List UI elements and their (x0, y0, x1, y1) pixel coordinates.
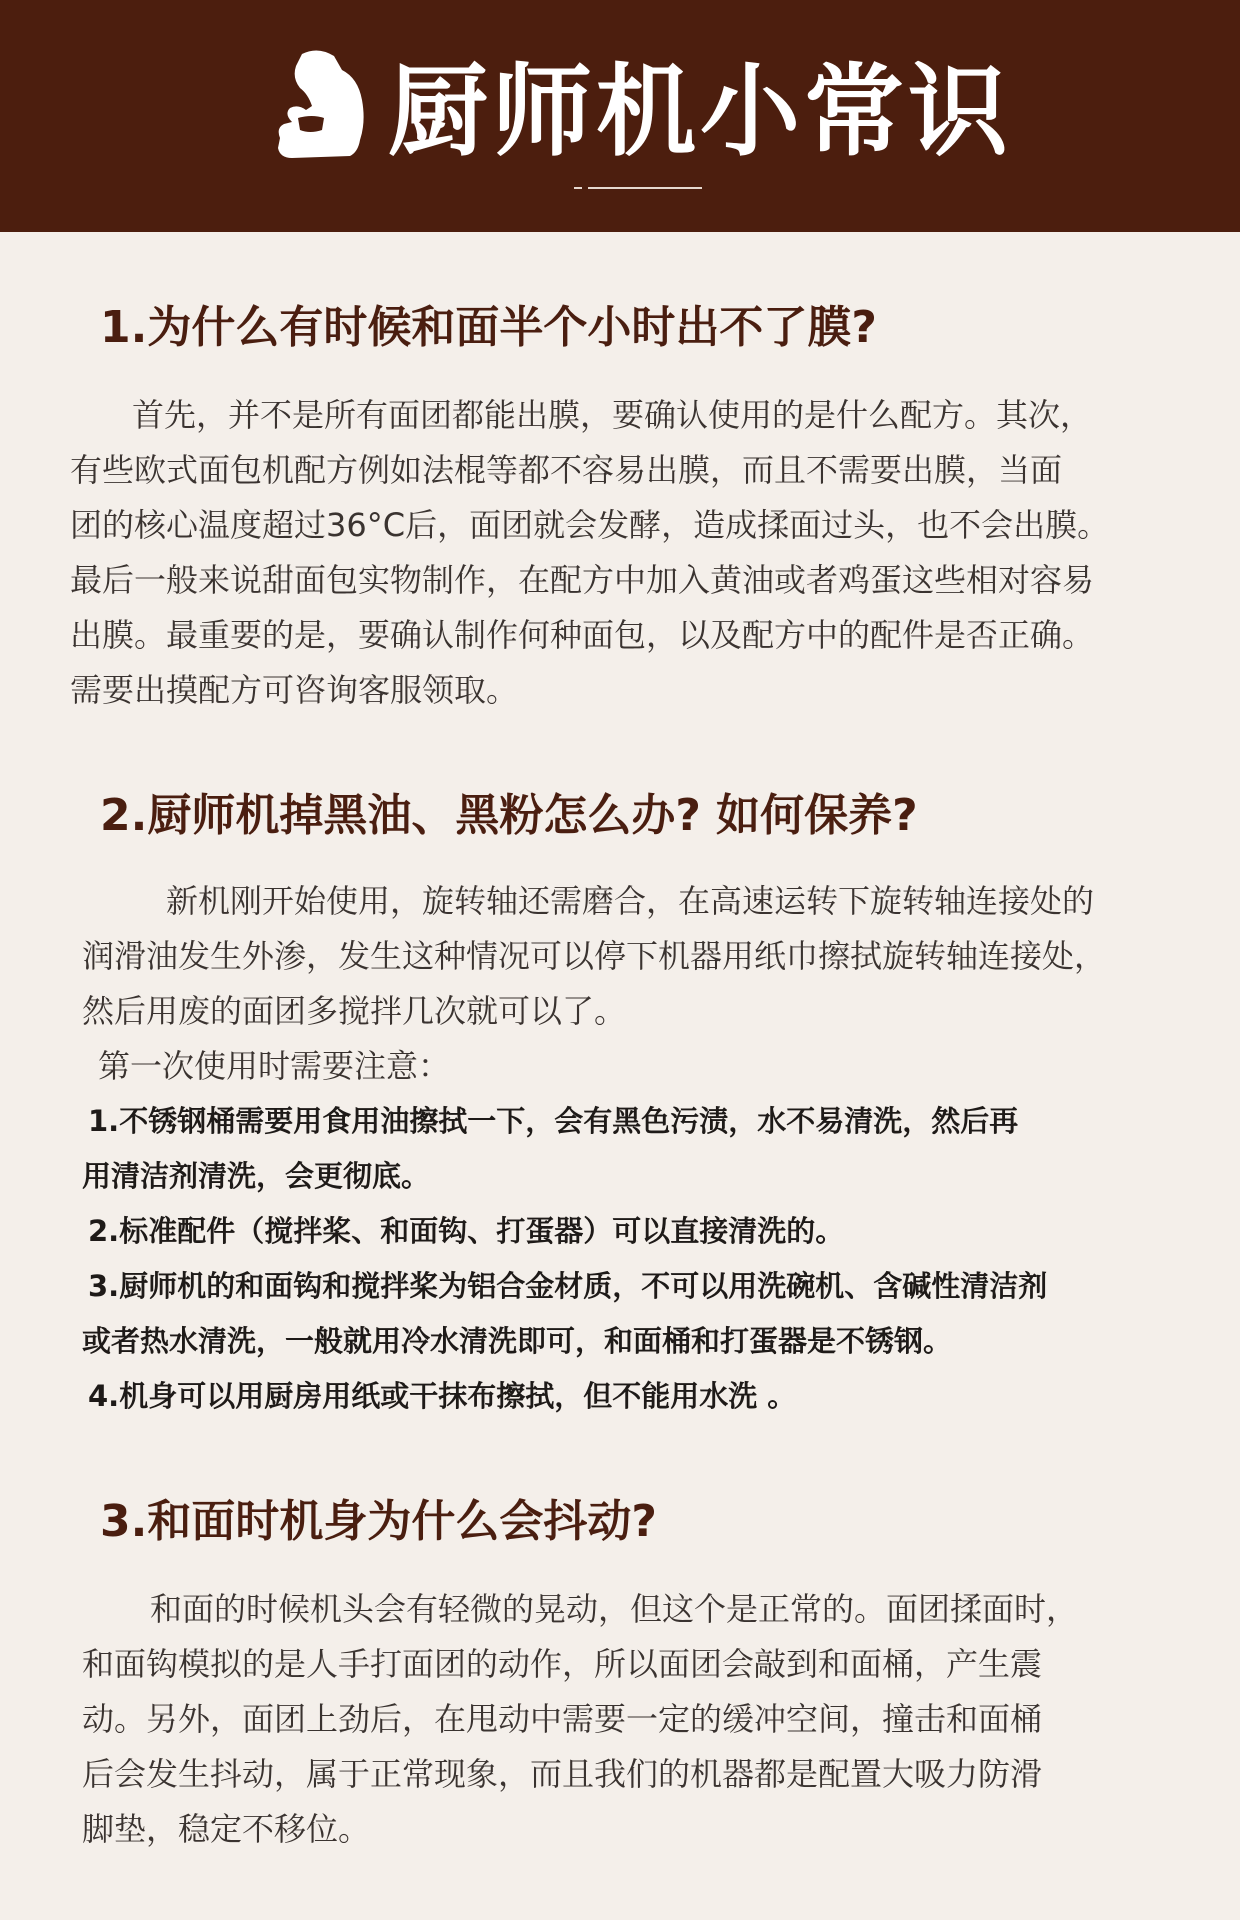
content-area (0, 232, 1240, 1920)
section-3-line: 和面的时候机头会有轻微的晃动，但这个是正常的。面团揉面时， (150, 1590, 1079, 1628)
section-1-line: 有些欧式面包机配方例如法棍等都不容易出膜，而且不需要出膜，当面 (70, 451, 1063, 489)
note-item: 2.标准配件（搅拌桨、和面钩、打蛋器）可以直接清洗的。 (88, 1214, 845, 1248)
section-2-line: 新机刚开始使用，旋转轴还需磨合，在高速运转下旋转轴连接处的 (166, 882, 1095, 920)
section-1-line: 团的核心温度超过36°C后，面团就会发酵，造成揉面过头，也不会出膜。 (70, 506, 1110, 544)
section-2-body (82, 874, 1106, 1094)
title-divider-dot (574, 187, 582, 189)
section-2-title: 2.厨师机掉黑油、黑粉怎么办? 如何保养? (100, 790, 918, 841)
section-2-line: 然后用废的面团多搅拌几次就可以了。 (82, 992, 627, 1030)
stand-mixer-icon (272, 48, 370, 166)
section-3-title: 3.和面时机身为什么会抖动? (100, 1496, 657, 1547)
section-1-body (70, 388, 1109, 718)
note-item: 1.不锈钢桶需要用食用油擦拭一下，会有黑色污渍，水不易清洗，然后再 (88, 1104, 1019, 1138)
note-item: 或者热水清洗，一般就用冷水清洗即可，和面桶和打蛋器是不锈钢。 (82, 1324, 953, 1358)
note-item: 4.机身可以用厨房用纸或干抹布擦拭，但不能用水洗 。 (88, 1379, 797, 1413)
section-2-notes (82, 1094, 1047, 1424)
title-divider (588, 187, 702, 189)
section-2-line: 润滑油发生外渗，发生这种情况可以停下机器用纸巾擦拭旋转轴连接处， (82, 937, 1107, 975)
section-1-line: 首先，并不是所有面团都能出膜，要确认使用的是什么配方。其次， (132, 396, 1093, 434)
header-banner (0, 0, 1240, 232)
section-1-line: 最后一般来说甜面包实物制作，在配方中加入黄油或者鸡蛋这些相对容易 (70, 561, 1095, 599)
page-title: 厨师机小常识 (388, 53, 1012, 170)
section-1-title: 1.为什么有时候和面半个小时出不了膜? (100, 302, 877, 353)
section-3-line: 脚垫，稳定不移位。 (82, 1810, 371, 1848)
section-3-body (82, 1582, 1078, 1857)
section-2-notice-heading: 第一次使用时需要注意： (98, 1047, 451, 1085)
section-1-line: 需要出摸配方可咨询客服领取。 (70, 671, 519, 709)
note-item: 3.厨师机的和面钩和搅拌桨为铝合金材质，不可以用洗碗机、含碱性清洁剂 (88, 1269, 1048, 1303)
section-3-line: 动。另外，面团上劲后，在甩动中需要一定的缓冲空间，撞击和面桶 (82, 1700, 1043, 1738)
section-1-line: 出膜。最重要的是，要确认制作何种面包，以及配方中的配件是否正确。 (70, 616, 1095, 654)
section-3-line: 后会发生抖动，属于正常现象，而且我们的机器都是配置大吸力防滑 (82, 1755, 1043, 1793)
note-item: 用清洁剂清洗，会更彻底。 (82, 1159, 431, 1193)
section-3-line: 和面钩模拟的是人手打面团的动作，所以面团会敲到和面桶，产生震 (82, 1645, 1043, 1683)
